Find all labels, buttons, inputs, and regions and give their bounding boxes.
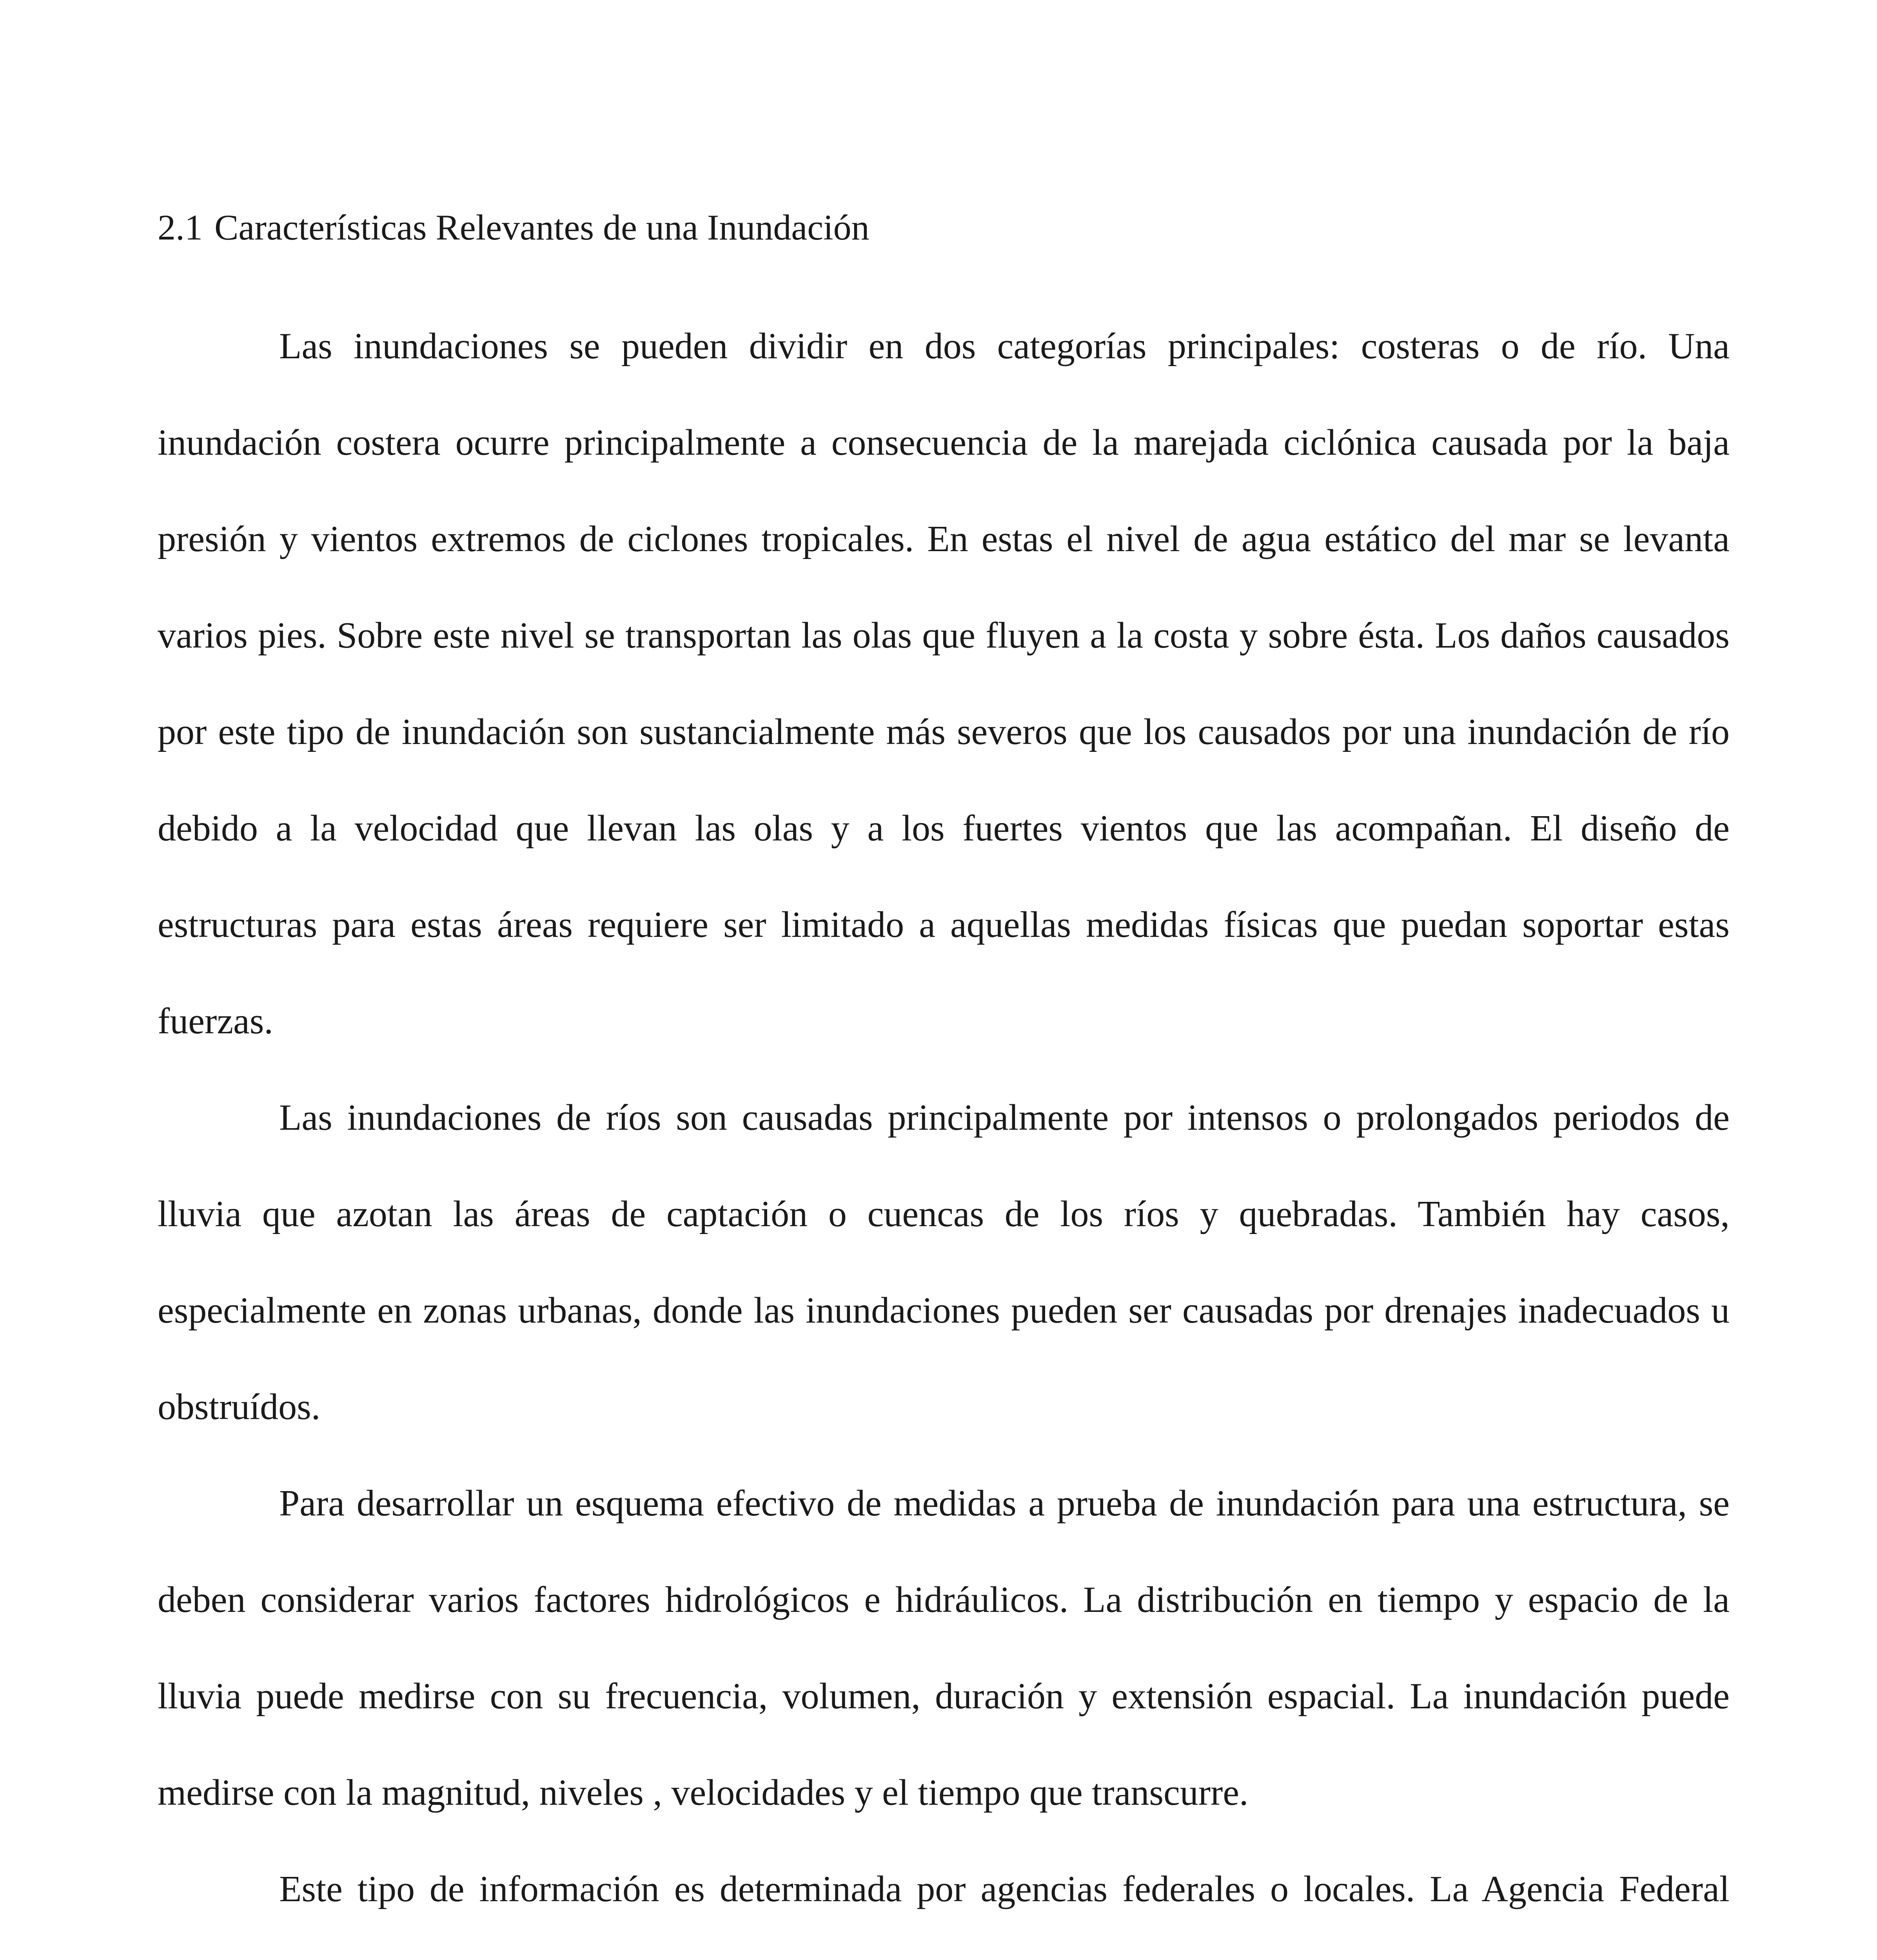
body-text [158, 298, 1730, 1960]
paragraph-2: Las inundaciones de ríos son causadas principalmente por intensos o prolongados periodos de lluvia que azotan las áreas de captación o cuencas de los ríos y quebradas. También hay casos, especialmente en zonas urbanas, donde las inundaciones pueden ser causadas por drenajes inadecuados u obstruídos. [158, 1097, 1730, 1427]
section-heading [158, 204, 1726, 251]
section-title: Características Relevantes de una Inundación [214, 207, 870, 247]
paragraph-3: Para desarrollar un esquema efectivo de medidas a prueba de inundación para una estructura, se deben considerar varios factores hidrológicos e hidráulicos. La distribución en tiempo y espacio de la lluvia puede medirse con su frecuencia, volumen, duración y extensión espacial. La inundación puede medirse con la magnitud, niveles , velocidades y el tiempo que transcurre. [158, 1483, 1730, 1813]
paragraph-4: Este tipo de información es determinada por agencias federales o locales. La Agencia Federal [279, 1869, 1730, 1909]
section-number: 2.1 [158, 207, 203, 247]
paragraph-1: Las inundaciones se pueden dividir en dos categorías principales: costeras o de río. Una inundación costera ocurre principalmente a consecuencia de la marejada ciclónica causada por la baja presión y vientos extremos de ciclones tropicales. En estas el nivel de agua estático del mar se levanta varios pies. Sobre este nivel se transportan las olas que fluyen a la costa y sobre ésta. Los daños causados por este tipo de inundación son sustancialmente más severos que los causados por una inundación de río debido a la velocidad que llevan las olas y a los fuertes vientos que las acompañan. El diseño de estructuras para estas áreas requiere ser limitado a aquellas medidas físicas que puedan soportar estas fuerzas. [158, 326, 1730, 1042]
